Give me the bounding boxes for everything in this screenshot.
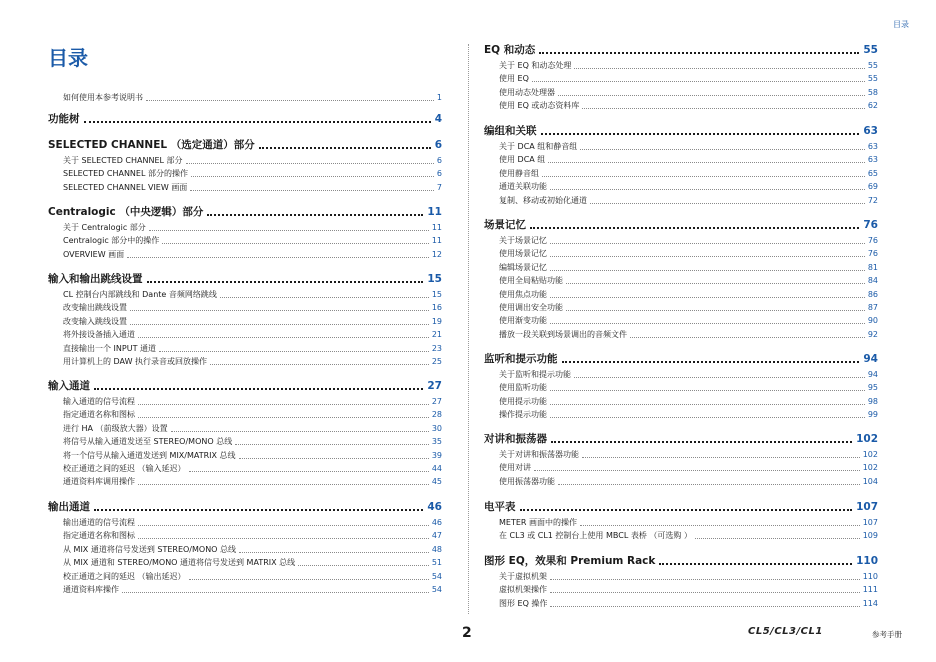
toc-page-link[interactable]: 28 [431,410,442,420]
toc-entry[interactable] [48,343,442,354]
toc-page-link[interactable]: 27 [427,380,442,392]
toc-page-link[interactable]: 69 [867,182,878,192]
toc-entry-label: 复制、移动或初始化通道 [499,195,587,205]
toc-page-link[interactable]: 23 [431,343,442,353]
toc-entry-label: 操作提示功能 [499,410,547,420]
dot-leader [146,100,434,101]
toc-entry-label: 改变输出跳线设置 [63,303,127,313]
toc-entry-label: SELECTED CHANNEL 部分的操作 [63,169,188,179]
toc-entry-label: 使用焦点功能 [499,289,547,299]
toc-page-link[interactable]: 76 [867,249,878,259]
dot-leader [550,297,865,298]
toc-entry[interactable] [48,302,442,313]
toc-entry[interactable] [484,571,878,582]
page-number: 2 [462,625,472,641]
toc-entry-label: 通道资料库调用操作 [63,477,135,487]
toc-page-link[interactable]: 35 [431,437,442,447]
toc-entry[interactable] [484,60,878,71]
toc-entry-label: 播放一段关联到场景调出的音频文件 [499,329,627,339]
dot-leader [580,149,865,150]
manual-label: 参考手册 [872,630,902,639]
dot-leader [530,227,859,229]
toc-page-link[interactable]: 94 [867,370,878,379]
toc-entry[interactable] [48,235,442,246]
dot-leader [191,176,434,177]
toc-entry[interactable] [484,154,878,165]
dot-leader [695,538,860,539]
toc-entry-label: 编辑场景记忆 [499,262,547,272]
toc-entry-label: 关于对讲和振荡器功能 [499,450,579,459]
toc-entry[interactable] [48,155,442,166]
toc-entry[interactable] [48,476,442,487]
column-divider [468,44,469,614]
toc-page-link[interactable]: 102 [862,463,878,473]
toc-section-heading[interactable] [484,218,878,232]
toc-page-link[interactable]: 92 [867,329,878,339]
toc-page-link[interactable]: 7 [436,182,442,192]
dot-leader [189,471,429,472]
toc-entry-label: 输入通道的信号流程 [63,397,135,406]
dot-leader [239,552,429,553]
toc-entry[interactable] [484,87,878,98]
toc-entry-label: 使用 EQ 或动态资料库 [499,101,580,111]
toc-entry-label: 关于监听和提示功能 [499,370,571,379]
dot-leader [94,388,423,390]
dot-leader [541,133,860,135]
toc-entry[interactable] [484,369,878,380]
dot-leader [84,121,431,123]
toc-page-link[interactable]: 98 [867,396,878,406]
toc-entry-label: CL 控制台内部跳线和 Dante 音频网络跳线 [63,290,217,299]
dot-leader [532,81,865,82]
dot-leader [127,257,429,258]
toc-entry[interactable] [484,476,878,487]
toc-page-link[interactable]: 76 [863,219,878,231]
toc-entry-label: 直接输出一个 INPUT 通道 [63,343,156,353]
toc-entry[interactable] [484,248,878,259]
toc-entry-label: 关于 SELECTED CHANNEL 部分 [63,156,183,165]
toc-page-link[interactable]: 55 [863,44,878,56]
dot-leader [550,270,865,271]
toc-page-link[interactable]: 6 [436,156,442,165]
toc-entry[interactable] [48,356,442,367]
toc-entry[interactable] [48,463,442,474]
toc-entry[interactable] [484,141,878,152]
toc-entry-label: 虚拟机架操作 [499,585,547,595]
toc-page-link[interactable]: 76 [867,236,878,245]
toc-page-link[interactable]: 107 [856,501,878,513]
dot-leader [550,592,860,593]
dot-leader [574,68,864,69]
header-label: 目录 [893,20,909,29]
toc-entry-label: 将外接设备插入通道 [63,330,135,340]
dot-leader [138,404,429,405]
dot-leader [207,214,423,216]
toc-entry[interactable] [484,275,878,286]
dot-leader [566,283,865,284]
dot-leader [171,431,429,432]
toc-page-link[interactable]: 46 [431,518,442,527]
toc-entry[interactable] [48,423,442,434]
toc-entry-label: 在 CL3 或 CL1 控制台上使用 MBCL 表桥 （可选购 ） [499,531,692,541]
toc-page-link[interactable]: 6 [436,169,442,179]
toc-page-link[interactable]: 11 [427,206,442,218]
toc-section-title: 监听和提示功能 [484,353,558,365]
page-title: 目录 [48,46,88,70]
toc-page-link[interactable]: 15 [431,290,442,299]
toc-page-link[interactable]: 63 [867,155,878,165]
toc-page-link[interactable]: 46 [427,501,442,513]
toc-entry[interactable] [484,382,878,393]
dot-leader [566,310,865,311]
toc-entry-label: 将一个信号从输入通道发送到 MIX/MATRIX 总线 [63,450,236,460]
dot-leader [550,243,865,244]
toc-page-link[interactable]: 58 [867,87,878,97]
toc-page-link[interactable]: 55 [867,74,878,84]
toc-entry-label: 从 MIX 通道将信号发送到 STEREO/MONO 总线 [63,544,237,554]
toc-section-title: Centralogic （中央逻辑）部分 [48,206,204,218]
toc-page-link[interactable]: 102 [856,433,878,445]
toc-page-link[interactable]: 6 [434,139,442,151]
toc-section-title: 对讲和振荡器 [484,433,547,445]
dot-leader [550,606,859,607]
toc-section-heading[interactable] [48,379,442,393]
toc-section-title: 功能树 [48,113,80,125]
toc-page-link[interactable]: 81 [867,262,878,272]
toc-page-link[interactable]: 104 [862,476,878,486]
toc-page-link[interactable]: 111 [862,585,878,595]
toc-page-link[interactable]: 87 [867,303,878,312]
toc-section-title: 编组和关联 [484,125,537,137]
toc-section-heading[interactable] [48,138,442,152]
dot-leader [550,189,865,190]
toc-entry[interactable] [48,530,442,541]
toc-entry-label: 使用静音组 [499,168,539,178]
toc-entry-label: 关于 EQ 和动态处理 [499,61,572,70]
toc-entry[interactable] [48,584,442,595]
dot-leader [159,351,429,352]
toc-page-link[interactable]: 48 [431,544,442,554]
dot-leader [550,256,865,257]
toc-entry[interactable] [484,517,878,528]
toc-section-heading[interactable] [484,554,878,568]
toc-entry[interactable] [484,195,878,206]
dot-leader [574,377,865,378]
toc-entry[interactable] [48,396,442,407]
toc-page-link[interactable]: 11 [431,223,442,232]
toc-page-link[interactable]: 55 [867,61,878,70]
toc-page-link[interactable]: 12 [431,249,442,259]
toc-entry[interactable] [484,181,878,192]
toc-page-link[interactable]: 30 [431,423,442,433]
toc-entry[interactable] [484,262,878,273]
toc-entry-label: 使用渐变功能 [499,316,547,326]
dot-leader [138,538,429,539]
toc-entry[interactable] [48,249,442,260]
brand-logo: CL5/CL3/CL1 [748,626,823,637]
toc-entry-label: 输出通道的信号流程 [63,518,135,527]
toc-entry-label: Centralogic 部分中的操作 [63,236,160,246]
toc-entry[interactable] [48,289,442,300]
toc-page-link[interactable]: 39 [431,450,442,460]
dot-leader [562,361,860,363]
toc-entry[interactable] [48,450,442,461]
toc-entry[interactable] [48,329,442,340]
toc-page-link[interactable]: 109 [862,531,878,541]
toc-entry-label: 使用调出安全功能 [499,303,563,312]
toc-page-link[interactable]: 19 [431,316,442,326]
toc-page-link[interactable]: 107 [862,518,878,527]
toc-section-title: 场景记忆 [484,219,526,231]
dot-leader [580,525,860,526]
toc-entry[interactable] [484,73,878,84]
toc-section-heading[interactable] [484,124,878,138]
dot-leader [130,310,429,311]
toc-entry[interactable] [484,449,878,460]
toc-entry-label: 校正通道之间的延迟 （输入延迟） [63,464,186,473]
toc-entry-label: METER 画面中的操作 [499,518,577,527]
dot-leader [138,484,429,485]
toc-entry-label: 使用提示功能 [499,396,547,406]
dot-leader [138,417,429,418]
toc-entry[interactable] [484,235,878,246]
dot-leader [259,147,431,149]
toc-page-link[interactable]: 84 [867,276,878,286]
toc-page-link[interactable]: 63 [863,125,878,137]
dot-leader [189,579,429,580]
toc-entry[interactable] [484,100,878,111]
toc-entry[interactable] [48,92,442,103]
toc-entry-label: 关于虚拟机架 [499,572,547,581]
toc-page-link[interactable]: 102 [862,450,878,459]
toc-page-link[interactable]: 11 [431,236,442,246]
toc-entry[interactable] [48,544,442,555]
toc-entry-label: 使用 EQ [499,74,529,84]
toc-page-link[interactable]: 44 [431,464,442,473]
toc-section-heading[interactable] [48,205,442,219]
dot-leader [582,108,864,109]
toc-entry[interactable] [484,530,878,541]
toc-page-link[interactable]: 86 [867,289,878,299]
toc-page-link[interactable]: 63 [867,142,878,151]
toc-page-link[interactable]: 45 [431,477,442,487]
toc-page-link[interactable]: 94 [863,353,878,365]
dot-leader [558,484,860,485]
toc-entry[interactable] [48,557,442,568]
dot-leader [548,162,865,163]
toc-entry-label: 校正通道之间的延迟 （输出延迟） [63,571,186,581]
dot-leader [590,203,865,204]
toc-entry-label: 使用 DCA 组 [499,155,546,165]
toc-entry-label: 使用监听功能 [499,383,547,393]
toc-page-link[interactable]: 21 [431,330,442,340]
dot-leader [149,230,429,231]
dot-leader [542,176,865,177]
toc-section-heading[interactable] [484,432,878,446]
toc-entry-label: 使用对讲 [499,463,531,473]
toc-entry-label: OVERVIEW 画面 [63,249,125,259]
toc-entry-label: 进行 HA （前级放大器）设置 [63,423,168,433]
dot-leader [550,323,865,324]
toc-section-title: 图形 EQ，效果和 Premium Rack [484,555,656,567]
dot-leader [138,337,429,338]
toc-section-title: 输出通道 [48,501,90,513]
dot-leader [550,417,865,418]
toc-page-link[interactable]: 1 [436,93,442,102]
toc-entry[interactable] [484,302,878,313]
toc-entry[interactable] [484,584,878,595]
toc-section-title: SELECTED CHANNEL （选定通道）部分 [48,139,255,151]
dot-leader [551,441,852,443]
dot-leader [186,163,434,164]
toc-section-title: EQ 和动态 [484,44,536,56]
toc-page-link[interactable]: 51 [431,558,442,568]
toc-entry-label: 从 MIX 通道和 STEREO/MONO 通道将信号发送到 MATRIX 总线 [63,558,296,568]
toc-entry-label: 通道关联功能 [499,182,547,192]
dot-leader [122,592,429,593]
toc-entry[interactable] [484,462,878,473]
dot-leader [550,390,865,391]
toc-section-title: 输入通道 [48,380,90,392]
toc-section-heading[interactable] [484,500,878,514]
toc-entry-label: 如何使用本参考说明书 [63,93,143,102]
dot-leader [582,457,860,458]
toc-entry[interactable] [48,409,442,420]
dot-leader [190,190,434,191]
dot-leader [138,525,429,526]
toc-section-heading[interactable] [48,500,442,514]
dot-leader [235,444,429,445]
toc-entry[interactable] [484,396,878,407]
toc-entry-label: 通道资料库操作 [63,585,119,594]
toc-entry[interactable] [48,436,442,447]
toc-page-link[interactable]: 4 [434,113,442,125]
toc-section-heading[interactable] [484,43,878,57]
dot-leader [550,579,860,580]
toc-entry[interactable] [484,168,878,179]
toc-entry-label: 指定通道名称和图标 [63,531,135,541]
toc-entry[interactable] [48,316,442,327]
toc-page-link[interactable]: 16 [431,303,442,313]
toc-section-heading[interactable] [484,352,878,366]
toc-page-link[interactable]: 99 [867,410,878,420]
toc-entry-label: 使用动态处理器 [499,87,555,97]
dot-leader [239,458,429,459]
toc-page-link[interactable]: 15 [427,273,442,285]
toc-entry-label: 关于 DCA 组和静音组 [499,142,578,151]
dot-leader [147,281,424,283]
toc-page-link[interactable]: 95 [867,383,878,393]
toc-entry-label: 图形 EQ 操作 [499,598,548,608]
toc-entry-label: 用计算机上的 DAW 执行录音或回放操作 [63,357,208,366]
toc-entry[interactable] [48,517,442,528]
toc-section-heading[interactable] [48,112,442,126]
dot-leader [94,509,423,511]
toc-entry[interactable] [484,289,878,300]
toc-section-title: 电平表 [484,501,516,513]
toc-page-link[interactable]: 110 [856,555,878,567]
dot-leader [520,509,853,511]
toc-entry-label: 关于场景记忆 [499,236,547,245]
toc-entry-label: SELECTED CHANNEL VIEW 画面 [63,182,188,192]
toc-page-link[interactable]: 47 [431,531,442,541]
toc-entry[interactable] [48,571,442,582]
toc-page-link[interactable]: 54 [431,585,442,594]
toc-page-link[interactable]: 110 [862,572,878,581]
toc-entry-label: 使用全局粘贴功能 [499,276,563,286]
toc-entry[interactable] [484,315,878,326]
toc-page-link[interactable]: 72 [867,195,878,205]
toc-section-heading[interactable] [48,272,442,286]
toc-entry-label: 使用振荡器功能 [499,476,555,486]
toc-entry[interactable] [484,598,878,609]
toc-entry-label: 改变输入跳线设置 [63,316,127,326]
toc-entry-label: 指定通道名称和图标 [63,410,135,420]
dot-leader [539,52,859,54]
toc-entry[interactable] [48,182,442,193]
dot-leader [220,297,429,298]
toc-page-link[interactable]: 54 [431,571,442,581]
toc-entry[interactable] [484,329,878,340]
dot-leader [659,563,852,565]
dot-leader [558,95,865,96]
toc-entry[interactable] [48,222,442,233]
toc-entry-label: 关于 Centralogic 部分 [63,223,146,232]
dot-leader [630,337,865,338]
toc-page-link[interactable]: 62 [867,101,878,111]
toc-section-title: 输入和输出跳线设置 [48,273,143,285]
toc-entry-label: 将信号从输入通道发送至 STEREO/MONO 总线 [63,437,233,447]
toc-page-link[interactable]: 25 [431,357,442,366]
toc-page-link[interactable]: 27 [431,397,442,406]
toc-page-link[interactable]: 65 [867,168,878,178]
toc-entry-label: 使用场景记忆 [499,249,547,259]
dot-leader [298,565,429,566]
dot-leader [534,470,860,471]
dot-leader [210,364,429,365]
toc-entry[interactable] [484,409,878,420]
toc-page-link[interactable]: 90 [867,316,878,326]
toc-page-link[interactable]: 114 [862,598,878,608]
dot-leader [162,243,429,244]
dot-leader [130,324,429,325]
toc-entry[interactable] [48,168,442,179]
dot-leader [550,404,865,405]
